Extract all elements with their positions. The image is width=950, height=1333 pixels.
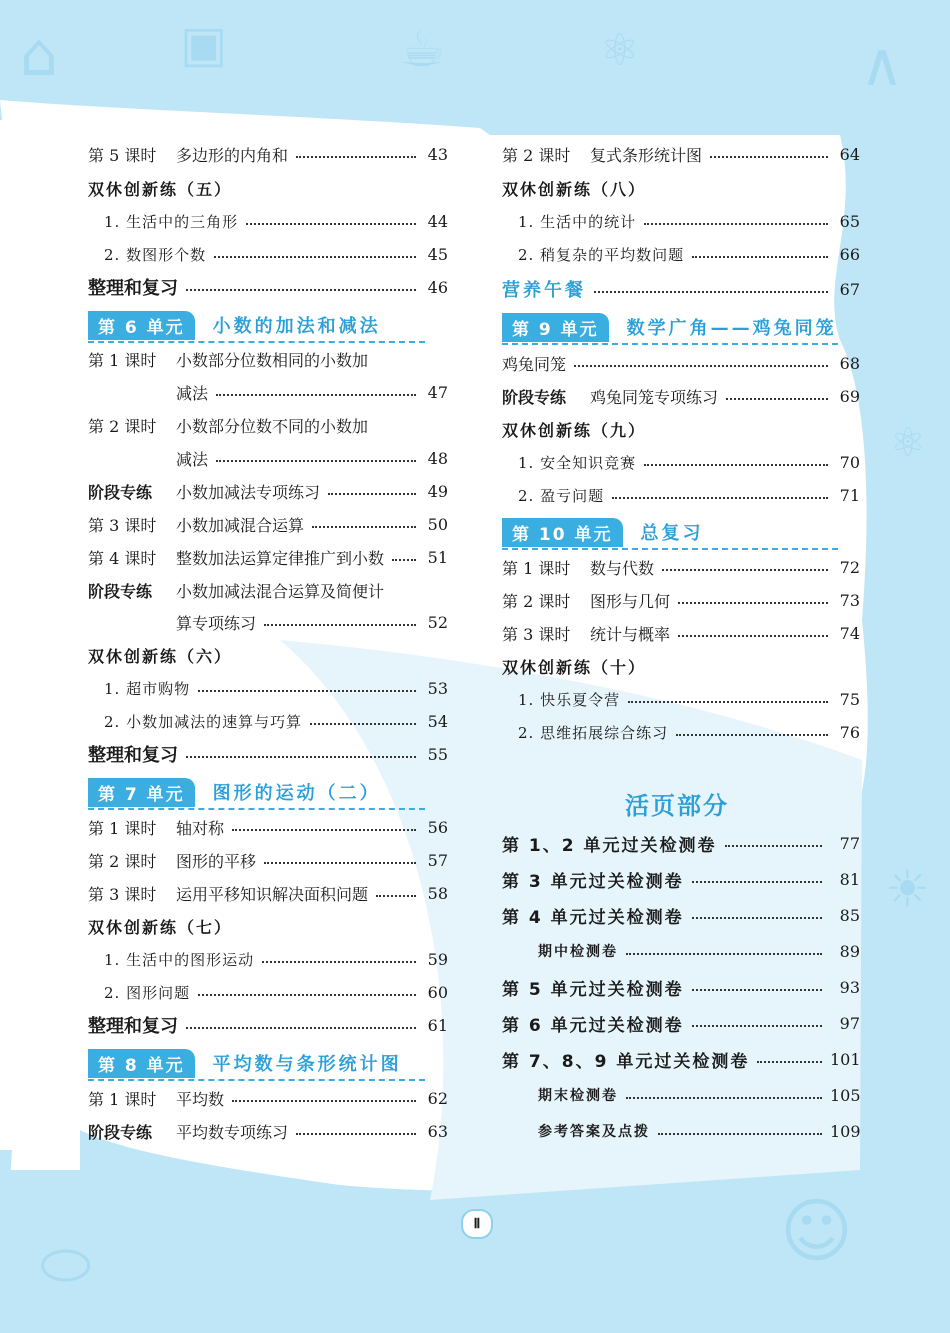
review-entry[interactable]: 整理和复习 61 [88,1015,448,1037]
leader-dots [186,289,416,291]
leader-dots [726,398,828,400]
dashed-underline [88,808,425,810]
leader-dots [262,961,416,963]
review-entry[interactable]: 整理和复习 55 [88,744,448,766]
toc-sub-entry[interactable]: 1. 生活中的统计 65 [518,211,860,231]
leader-dots [692,256,828,258]
unit-badge: 第 9 单元 [502,313,609,342]
toc-sub-entry[interactable]: 1. 快乐夏令营 75 [518,689,860,709]
unit-badge: 第 7 单元 [88,778,195,807]
toc-entry[interactable]: 阶段专练 小数加减法混合运算及简便计 [88,581,385,601]
toc-entry[interactable]: 第 3 课时 小数加减混合运算 50 [88,514,448,535]
unit-header-8[interactable] [88,1048,425,1078]
toc-entry[interactable]: 阶段专练 平均数专项练习 63 [88,1121,448,1142]
toc-entry[interactable]: 第 1 课时 数与代数 72 [502,557,860,578]
leader-dots [328,493,416,495]
atom-icon: ⚛ [890,420,926,466]
leader-dots [198,994,416,996]
leader-dots [310,723,416,725]
review-entry[interactable]: 整理和复习 46 [88,277,448,299]
leader-dots [264,862,416,864]
toc-sub-entry[interactable]: 1. 生活中的三角形 44 [104,211,448,231]
toc-entry[interactable]: 第 2 课时 复式条形统计图 64 [502,144,860,165]
atom-icon: ⚛ [600,25,640,76]
toc-entry[interactable]: 第 3 课时 统计与概率 74 [502,623,860,644]
leader-dots [692,989,822,991]
toc-entry[interactable]: 阶段专练 小数加减法专项练习 49 [88,481,448,502]
page-number: Ⅱ [461,1209,493,1239]
toc-entry[interactable]: 第 2 课时 图形与几何 73 [502,590,860,611]
unit-header-7[interactable] [88,777,425,807]
toc-sub-entry[interactable]: 2. 图形问题 60 [104,982,448,1002]
exam-entry[interactable]: 参考答案及点拨 109 [538,1121,861,1141]
cup-icon: ☕ [400,20,445,78]
leader-dots [296,156,416,158]
leader-dots [644,223,828,225]
toc-entry[interactable]: 鸡兔同笼 68 [502,353,860,374]
toc-sub-entry[interactable]: 2. 小数加减法的速算与巧算 54 [104,711,448,731]
unit-header-9[interactable] [502,312,838,342]
leader-dots [312,526,416,528]
dashed-underline [502,343,838,345]
leader-dots [216,394,416,396]
leader-dots [757,1061,822,1063]
weekend-practice-title[interactable]: 双休创新练（五） [88,179,233,199]
leader-dots [692,917,822,919]
toc-entry[interactable]: 第 2 课时 小数部分位数不同的小数加 [88,416,369,436]
toc-entry[interactable]: 第 1 课时 小数部分位数相同的小数加 [88,350,369,370]
leader-dots [198,690,416,692]
nutrition-lunch-entry[interactable]: 营养午餐 67 [502,279,860,301]
unit-title: 平均数与条形统计图 [212,1054,402,1075]
leader-dots [186,1027,416,1029]
leader-dots [626,1097,822,1099]
backpack-icon: ⌂ [20,20,59,90]
rugby-icon: ⬭ [40,1230,92,1300]
leader-dots [662,569,828,571]
toc-entry[interactable]: 第 2 课时 图形的平移 57 [88,850,448,871]
exam-entry[interactable]: 期末检测卷 105 [538,1085,861,1105]
leader-dots [214,256,416,258]
weekend-practice-title[interactable]: 双休创新练（九） [502,420,647,440]
exam-entry[interactable]: 第 5 单元过关检测卷 93 [502,977,860,1000]
leader-dots [644,464,828,466]
toc-sub-entry[interactable]: 2. 盈亏问题 71 [518,485,860,505]
leader-dots [216,460,416,462]
leader-dots [612,497,828,499]
unit-title: 数学广角——鸡兔同笼 [626,318,837,339]
toc-entry[interactable]: 第 4 课时 整数加法运算定律推广到小数 51 [88,547,448,568]
leader-dots [264,624,416,626]
toc-sub-entry[interactable]: 2. 稍复杂的平均数问题 66 [518,244,860,264]
unit-title: 图形的运动（二） [212,783,381,804]
exam-entry[interactable]: 第 3 单元过关检测卷 81 [502,869,860,892]
unit-title: 总复习 [640,523,704,544]
leader-dots [710,156,828,158]
toc-sub-entry[interactable]: 1. 生活中的图形运动 59 [104,949,448,969]
toc-entry[interactable]: 第 3 课时 运用平移知识解决面积问题 58 [88,883,448,904]
dashed-underline [88,341,425,343]
leader-dots [392,559,416,561]
leader-dots [376,895,416,897]
leader-dots [658,1133,822,1135]
leader-dots [678,635,828,637]
globe-icon: ☺ [780,1190,853,1272]
unit-badge: 第 10 单元 [502,518,623,547]
toc-sub-entry[interactable]: 1. 安全知识竞赛 70 [518,452,860,472]
unit-badge: 第 8 单元 [88,1049,195,1078]
leader-dots [626,953,822,955]
unit-title: 小数的加法和减法 [212,316,381,337]
loose-leaf-heading: 活页部分 [625,792,729,820]
leader-dots [246,223,416,225]
weekend-practice-title[interactable]: 双休创新练（七） [88,917,233,937]
leader-dots [692,1025,822,1027]
exam-entry[interactable]: 第 6 单元过关检测卷 97 [502,1013,860,1036]
leader-dots [232,829,416,831]
leader-dots [574,365,828,367]
leader-dots [725,845,823,847]
leader-dots [296,1133,416,1135]
unit-header-6[interactable] [88,310,425,340]
unit-header-10[interactable] [502,517,838,547]
weekend-practice-title[interactable]: 双休创新练（十） [502,657,647,677]
bulb-icon: ☀ [885,860,930,918]
weekend-practice-title[interactable]: 双休创新练（八） [502,179,647,199]
dashed-underline [502,548,838,550]
leader-dots [676,734,828,736]
exam-entry[interactable]: 期中检测卷 89 [538,941,860,961]
toc-entry-continued[interactable]: 减法 47 [176,382,448,403]
leader-dots [628,701,828,703]
exam-entry[interactable]: 第 4 单元过关检测卷 85 [502,905,860,928]
toc-entry-continued[interactable]: 减法 48 [176,448,448,469]
compass-icon: ∧ [860,30,904,100]
leader-dots [594,291,828,293]
toc-entry[interactable]: 第 1 课时 轴对称 56 [88,817,448,838]
book-icon: ▣ [180,15,228,73]
leader-dots [232,1100,416,1102]
toc-entry-continued[interactable]: 算专项练习 52 [176,612,448,633]
leader-dots [692,881,822,883]
dashed-underline [88,1079,425,1081]
toc-entry[interactable]: 阶段专练 鸡兔同笼专项练习 69 [502,386,860,407]
toc-entry[interactable]: 第 5 课时 多边形的内角和 43 [88,144,448,165]
toc-sub-entry[interactable]: 1. 超市购物 53 [104,678,448,698]
exam-entry[interactable]: 第 7、8、9 单元过关检测卷 101 [502,1049,861,1072]
leader-dots [186,756,416,758]
toc-sub-entry[interactable]: 2. 思维拓展综合练习 76 [518,722,860,742]
toc-sub-entry[interactable]: 2. 数图形个数 45 [104,244,448,264]
toc-entry[interactable]: 第 1 课时 平均数 62 [88,1088,448,1109]
exam-entry[interactable]: 第 1、2 单元过关检测卷 77 [502,833,860,856]
unit-badge: 第 6 单元 [88,311,195,340]
leader-dots [678,602,828,604]
weekend-practice-title[interactable]: 双休创新练（六） [88,646,233,666]
